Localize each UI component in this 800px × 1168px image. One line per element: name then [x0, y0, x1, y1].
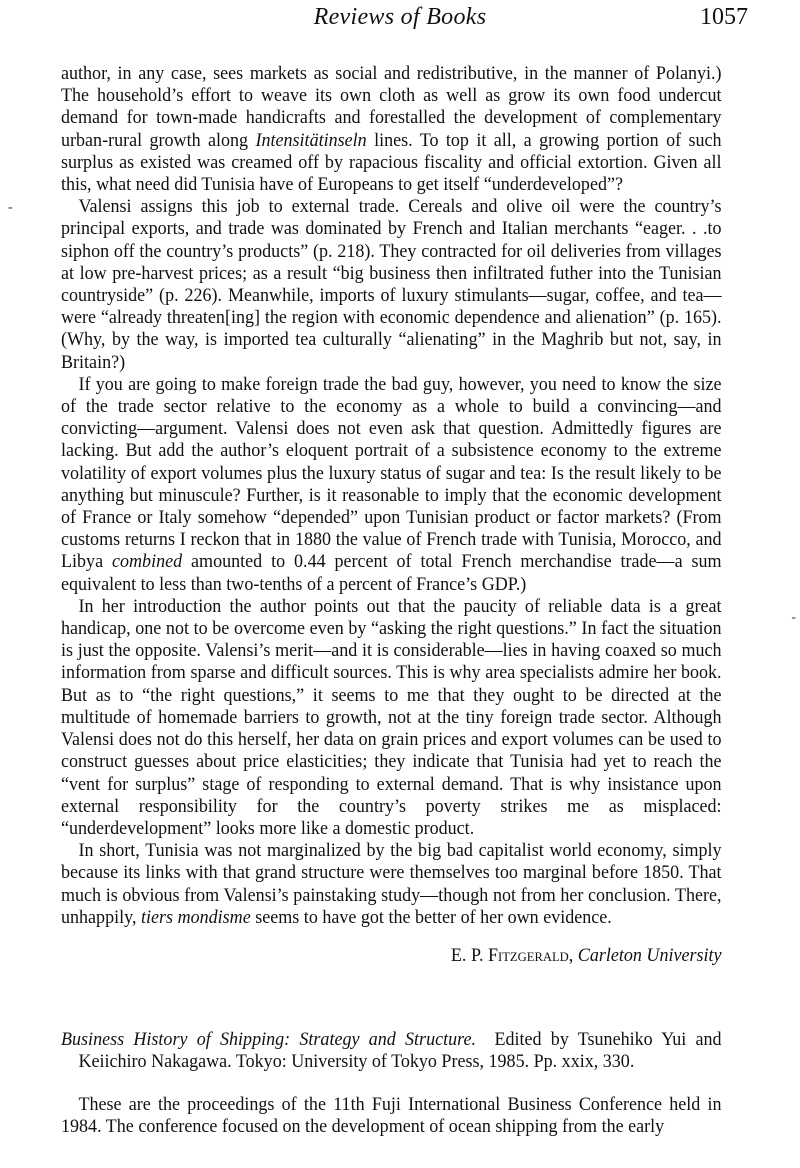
- review-column: [61, 63, 722, 1138]
- book-citation: Edited by Tsunehiko Yui and Keiichiro Nakagawa. Tokyo: University of Tokyo Press, 1985. Pp. xxix, 330.: [78, 1029, 722, 1073]
- page-header: [0, 0, 800, 40]
- paragraph-text: amounted to 0.44 percent of total French merchandise trade—a sum equivalent to less than two-tenths of a percent of France’s GDP.): [61, 551, 722, 595]
- paragraph-text: lines. To top it all, a growing portion of such surplus as existed was creamed off by rapacious fiscality and official extortion. Given all this, what need did Tunisia have of Europeans to get itself “underdeveloped”?: [61, 129, 722, 196]
- next-review-body: These are the proceedings of the 11th Fuji International Business Conference held in 1984. The conference focused on the development of ocean shipping from the early: [61, 1093, 722, 1137]
- body-paragraph: [61, 63, 722, 196]
- body-paragraph: [61, 840, 722, 929]
- body-paragraph: [61, 596, 722, 840]
- margin-mark-left: -: [8, 200, 13, 215]
- paragraph-text: author, in any case, sees markets as social and redistributive, in the manner of Polanyi.) The household’s effort to weave its own cloth as well as grow its own food undercut demand for town-made handicrafts and forestalled the development of complementary urban-rural growth along: [61, 63, 722, 151]
- page-number: 1057: [700, 4, 748, 30]
- italic-term: combined: [112, 551, 183, 573]
- paragraph-text: In her introduction the author points out that the paucity of reliable data is a great handicap, one not to be overcome even by “asking the right questions.” In fact the situation is just the opposite. Valensi’s merit—and it is considerable—lies in having coaxed so much information from sparse and difficult sources. This is why area specialists admire her book. But as to “the right questions,” it seems to me that they ought to be directed at the multitude of homemade barriers to growth, not at the tiny foreign trade sector. Although Valensi does not do this herself, her data on grain prices and export volumes can be used to construct guesses about price elasticities; they indicate that Tunisia had yet to reach the “vent for surplus” stage of responding to external demand. That is why insistance upon external responsibility for the country’s poverty strikes me as misplaced: “underdevelopment” looks more like a domestic product.: [61, 595, 722, 839]
- review-body-text: [61, 63, 722, 929]
- margin-mark-right: -: [791, 610, 796, 625]
- body-paragraph: [61, 196, 722, 374]
- paragraph-text: seems to have got the better of her own evidence.: [250, 906, 612, 928]
- reviewer-signature: [61, 945, 722, 967]
- running-head: Reviews of Books: [313, 4, 487, 30]
- reviewer-affiliation: Carleton University: [577, 944, 722, 966]
- italic-term: Intensitätinseln: [255, 129, 367, 151]
- paragraph-text: In short, Tunisia was not marginalized by the big bad capitalist world economy, simply because its links with that grand structure were themselves too marginal before 1850. That much is obvious from Valensi’s painstaking study—though not from her conclusion. There, unhappily,: [61, 840, 722, 928]
- italic-term: tiers mondisme: [140, 906, 251, 928]
- reviewer-name: E. P. Fitzgerald: [450, 944, 569, 966]
- next-review-heading: [61, 1029, 722, 1073]
- paragraph-text: If you are going to make foreign trade the bad guy, however, you need to know the size of the trade sector relative to the economy as a whole to build a convincing—and convicting—argument. Valensi does not even ask that question. Admittedly figures are lacking. But add the author’s eloquent portrait of a subsistence economy to the extreme volatility of export volumes plus the luxury status of sugar and tea: Is the result likely to be anything but minuscule? Further, is it reasonable to imply that the economic development of France or Italy somehow “depended” upon Tunisian product or factor markets? (From customs returns I reckon that in 1880 the value of French trade with Tunisia, Morocco, and Libya: [61, 373, 722, 573]
- body-paragraph: [61, 374, 722, 596]
- book-title: Business History of Shipping: Strategy and Structure.: [61, 1029, 476, 1051]
- paragraph-text: Valensi assigns this job to external trade. Cereals and olive oil were the country’s principal exports, and trade was dominated by French and Italian merchants “eager. . .to siphon off the country’s products” (p. 218). They contracted for oil deliveries from villages at low pre-harvest prices; as a result “big business then infiltrated futher into the Tunisian countryside” (p. 226). Meanwhile, imports of luxury stimulants—sugar, coffee, and tea—were “already threaten[ing] the region with economic dependence and alienation” (p. 165). (Why, by the way, is imported tea culturally “alienating” in the Maghrib but not, say, in Britain?): [61, 196, 722, 373]
- signature-separator: ,: [568, 944, 578, 966]
